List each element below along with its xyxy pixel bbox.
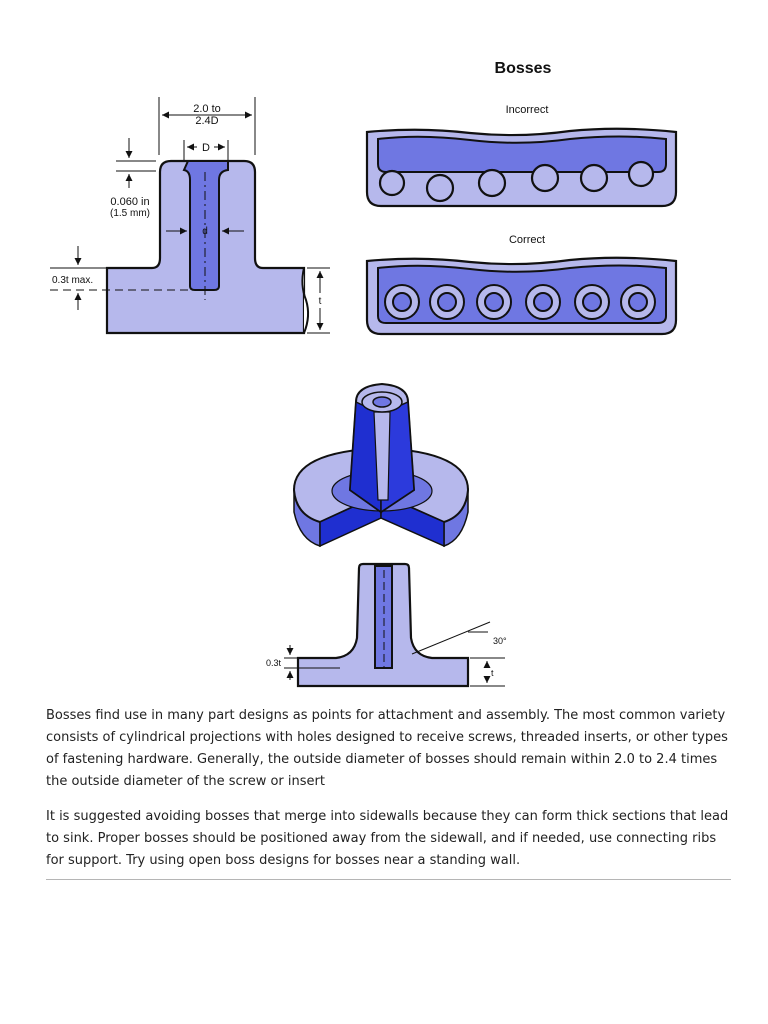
boss-side-profile-diagram (266, 564, 507, 686)
incorrect-boss-design (367, 104, 676, 206)
dim-d: d (202, 226, 208, 237)
correct-label: Correct (508, 234, 546, 246)
dim-wall-thickness: t (318, 296, 322, 307)
figure-title: Bosses (494, 60, 552, 77)
dim-base-thickness: t (491, 668, 494, 678)
dim-draft-angle: 30° (493, 636, 507, 646)
divider (46, 879, 731, 880)
article-body (46, 705, 732, 885)
paragraph-boss-placement: It is suggested avoiding bosses that merge into sidewalls because they can form thick sections that lead to sink. Proper bosses should be positioned away from the sidewall, and if needed, use connecting ribs for support. Try using open boss designs for bosses near a standing wall. (46, 809, 729, 868)
dim-root-max: 0.3t max. (52, 275, 94, 286)
dim-wall-gap-line1: 0.060 in (110, 196, 150, 208)
correct-boss-design (367, 234, 676, 334)
dim-D: D (202, 142, 210, 154)
boss-cross-section-diagram (50, 97, 330, 333)
dim-root-thickness: 0.3t (266, 658, 282, 668)
paragraph-boss-usage: Bosses find use in many part designs as points for attachment and assembly. The most common variety consists of cylindrical projections with holes designed to receive screws, threaded inserts, or other types of fastening hardware. Generally, the outside diameter of bosses should remain within 2.0 to 2.4 times the outside diameter of the screw or insert (46, 708, 728, 789)
boss-3d-cutaway (294, 384, 468, 546)
dim-outer-diameter-line2: 2.4D (195, 115, 219, 127)
dim-wall-gap-line2: (1.5 mm) (110, 208, 150, 219)
incorrect-label: Incorrect (505, 104, 549, 116)
dim-outer-diameter-line1: 2.0 to (193, 103, 221, 115)
